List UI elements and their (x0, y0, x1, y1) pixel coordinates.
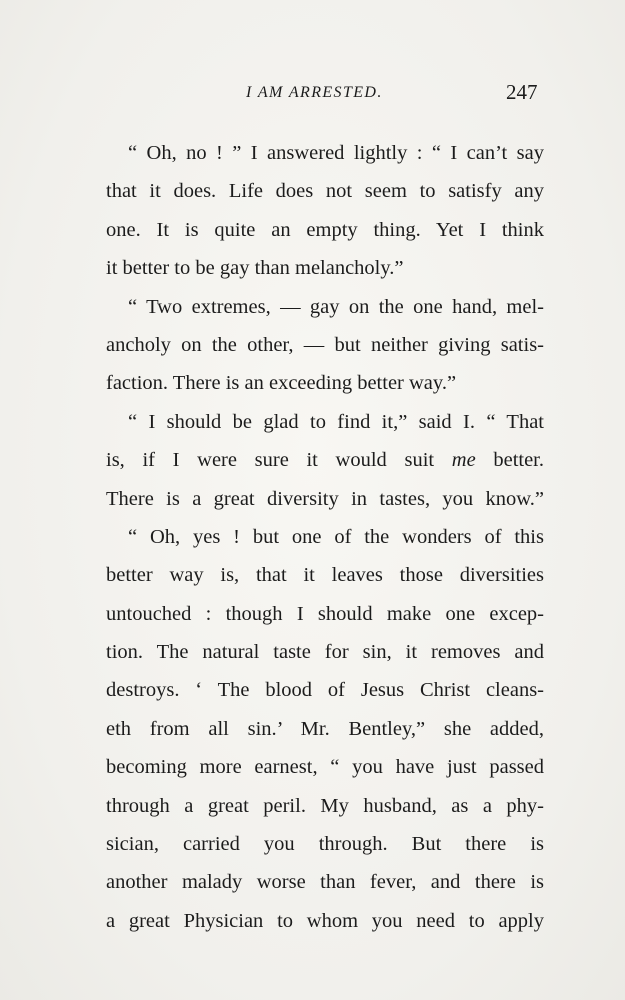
running-head (0, 80, 625, 110)
text-line: a great Physician to whom you need to apply (106, 909, 544, 932)
text-line: through a great peril. My husband, as a phy- (106, 794, 544, 817)
text-line: that it does. Life does not seem to satisfy any (106, 180, 544, 203)
text-line: eth from all sin.’ Mr. Bentley,” she added, (106, 717, 544, 740)
text-line: faction. There is an exceeding better way.” (106, 372, 457, 395)
page-number: 247 (506, 80, 538, 104)
text-line: ancholy on the other, — but neither giving satis- (106, 333, 544, 356)
text-line: “ I should be glad to find it,” said I. “ That (128, 410, 544, 433)
text-line: There is a great diversity in tastes, you know.” (106, 487, 544, 510)
text-line: it better to be gay than melancholy.” (106, 257, 404, 280)
text-line: untouched : though I should make one excep- (106, 602, 544, 625)
text-line: “ Oh, no ! ” I answered lightly : “ I can’t say (128, 142, 544, 164)
text-line: one. It is quite an empty thing. Yet I think (106, 218, 544, 241)
text-line: “ Oh, yes ! but one of the wonders of this (128, 525, 544, 548)
text-line: another malady worse than fever, and there is (106, 871, 544, 894)
text-line: destroys. ‘ The blood of Jesus Christ cleans- (106, 679, 544, 702)
text-line: is, if I were sure it would suit me better. (106, 449, 545, 472)
running-title: I AM ARRESTED. (246, 84, 383, 101)
body-text (106, 134, 544, 940)
text-line: sician, carried you through. But there is (106, 833, 544, 856)
text-line: “ Two extremes, — gay on the one hand, mel- (128, 295, 544, 318)
text-line: tion. The natural taste for sin, it removes and (106, 641, 544, 664)
text-line: becoming more earnest, “ you have just passed (106, 756, 544, 779)
italic-word: me (451, 449, 476, 472)
text-line: better way is, that it leaves those diversities (106, 564, 544, 587)
